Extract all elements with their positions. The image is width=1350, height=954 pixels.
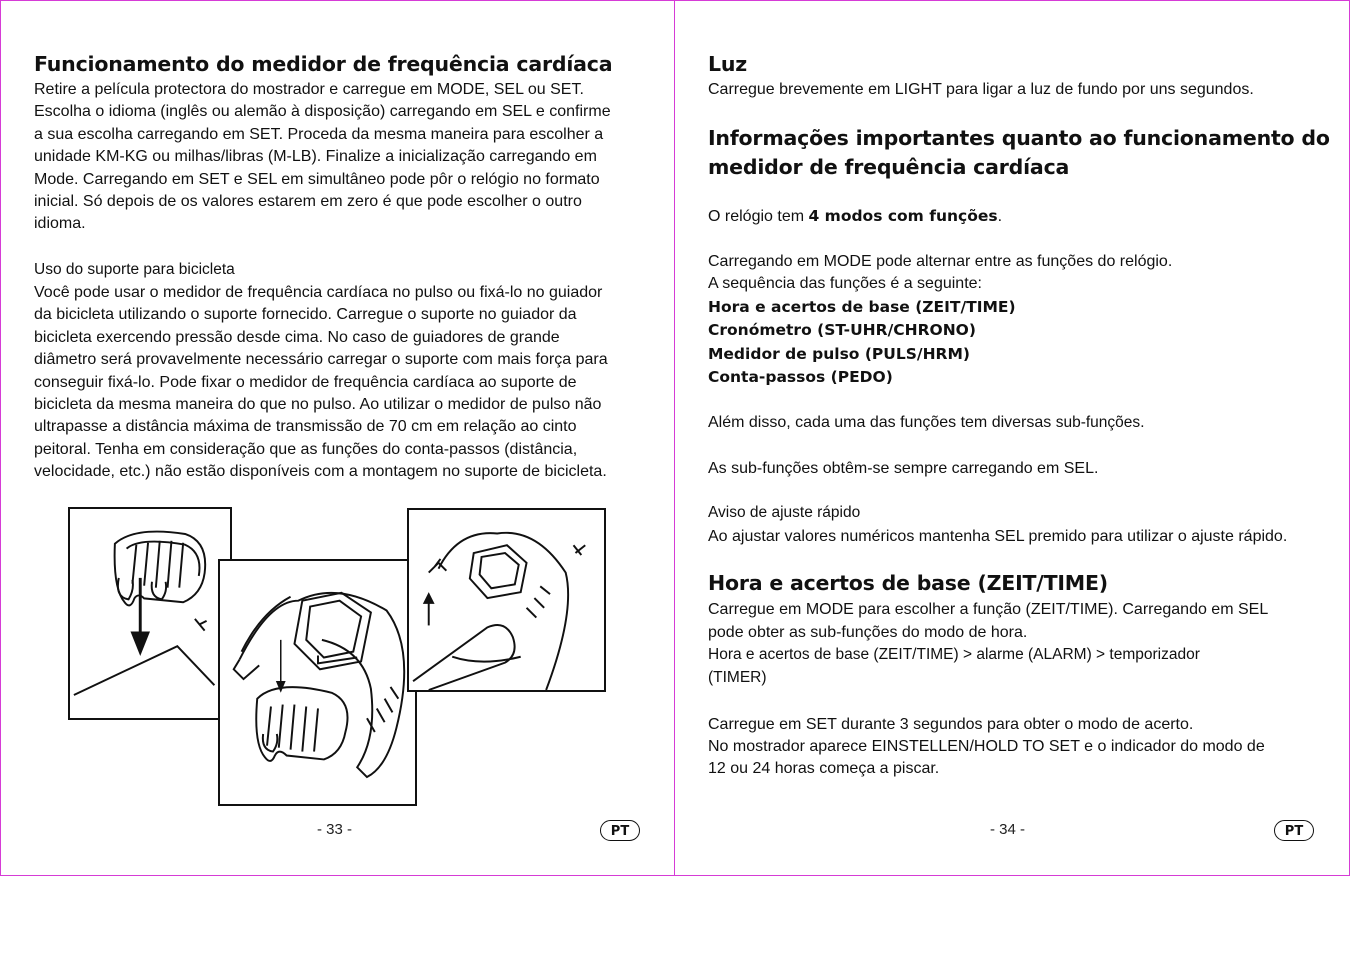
bike-line: peitoral. Tenha em consideração que as funções do conta-passos (distância, bbox=[34, 440, 578, 458]
left-heading: Funcionamento do medidor de frequência cardíaca bbox=[34, 52, 613, 76]
intro-line: inicial. Só depois de os valores estarem em zero é que pode escolher o outro bbox=[34, 193, 582, 211]
time-line2: pode obter as sub-funções do modo de hora. bbox=[708, 624, 1028, 641]
subfunctions-line bbox=[708, 412, 1145, 434]
function-item: Conta-passos (PEDO) bbox=[708, 367, 893, 386]
bike-clip-illustration bbox=[68, 507, 232, 720]
intro-line: Escolha o idioma (inglês ou alemão à disposição) carregando em SEL e confirme bbox=[34, 103, 611, 121]
function-item: Cronómetro (ST-UHR/CHRONO) bbox=[708, 321, 976, 340]
sub-emph: sub-funções bbox=[1055, 414, 1141, 431]
mode-switch-line2: A sequência das funções é a seguinte: bbox=[708, 275, 982, 292]
bike-line: conseguir fixá-lo. Pode fixar o medidor de frequência cardíaca ao suporte de bbox=[34, 373, 577, 391]
intro-line: idioma. bbox=[34, 215, 86, 233]
intro-line: Retire a película protectora do mostrador e carregue em MODE, SEL ou SET. bbox=[34, 81, 584, 98]
language-badge-left: PT bbox=[600, 820, 640, 841]
bike-line: Você pode usar o medidor de frequência cardíaca no pulso ou fixá-lo no guiador bbox=[34, 284, 603, 301]
info-heading-line2: medidor de frequência cardíaca bbox=[708, 155, 1070, 179]
quick-heading: Aviso de ajuste rápido bbox=[708, 504, 861, 521]
bike-line: bicicleta da mesma maneira do que no pulso. Ao utilizar o medidor de pulso não bbox=[34, 396, 602, 414]
bike-line: ultrapasse a distância máxima de transmissão de 70 cm em relação ao cinto bbox=[34, 418, 577, 436]
time-line1: Carregue em MODE para escolher a função (ZEIT/TIME). Carregando em SEL bbox=[708, 601, 1269, 618]
bike-subheading: Uso do suporte para bicicleta bbox=[34, 261, 235, 278]
intro-line: a sua escolha carregando em SET. Proceda da mesma maneira para escolher a bbox=[34, 125, 604, 143]
modes-line bbox=[708, 205, 1002, 228]
light-heading: Luz bbox=[708, 52, 747, 76]
bike-line: diâmetro será provavelmente necessário carregar o suporte com mais força para bbox=[34, 351, 608, 369]
modes-bold: 4 modos com funções bbox=[808, 207, 998, 225]
sub-obtain-line: As sub-funções obtêm-se sempre carregando em SEL. bbox=[708, 460, 1099, 477]
function-item: Medidor de pulso (PULS/HRM) bbox=[708, 344, 970, 363]
time-seq-line2: (TIMER) bbox=[708, 669, 767, 686]
intro-paragraph bbox=[34, 79, 654, 236]
bike-paragraph bbox=[34, 282, 654, 484]
mode-switch-line1: Carregando em MODE pode alternar entre as funções do relógio. bbox=[708, 253, 1173, 270]
intro-line: Mode. Carregando em SET e SEL em simultâneo pode pôr o relógio no formato bbox=[34, 170, 600, 188]
handlebar-drawing bbox=[409, 510, 604, 690]
bike-line: bicicleta exercendo pressão desde cima. No caso de guiadores de grande bbox=[34, 328, 560, 346]
watch-clip-illustration bbox=[218, 559, 417, 806]
clip-drawing bbox=[70, 509, 230, 718]
page-number-34: - 34 - bbox=[990, 821, 1026, 838]
sub-prefix: Além disso, cada uma das funções tem diversas bbox=[708, 414, 1056, 431]
watch-handlebar-illustration bbox=[407, 508, 606, 692]
set-line3: 12 ou 24 horas começa a piscar. bbox=[708, 760, 940, 777]
function-item: Hora e acertos de base (ZEIT/TIME) bbox=[708, 298, 1016, 316]
modes-prefix: O relógio tem bbox=[708, 208, 809, 225]
bike-line: da bicicleta utilizando o suporte fornecido. Carregue o suporte no guiador da bbox=[34, 306, 577, 324]
functions-list bbox=[708, 296, 1016, 389]
set-line2: No mostrador aparece EINSTELLEN/HOLD TO SET e o indicador do modo de bbox=[708, 738, 1265, 755]
sub-suffix: . bbox=[1140, 414, 1145, 431]
light-text: Carregue brevemente em LIGHT para ligar a luz de fundo por uns segundos. bbox=[708, 81, 1254, 98]
modes-suffix: . bbox=[997, 208, 1003, 225]
quick-text: Ao ajustar valores numéricos mantenha SEL premido para utilizar o ajuste rápido. bbox=[708, 528, 1288, 545]
language-badge-right: PT bbox=[1274, 820, 1314, 841]
intro-line: unidade KM-KG ou milhas/libras (M-LB). Finalize a inicialização carregando em bbox=[34, 148, 597, 166]
time-heading: Hora e acertos de base (ZEIT/TIME) bbox=[708, 571, 1108, 595]
watch-drawing bbox=[220, 561, 415, 804]
time-seq-line1: Hora e acertos de base (ZEIT/TIME) > alarme (ALARM) > temporizador bbox=[708, 646, 1200, 663]
page-number-33: - 33 - bbox=[317, 821, 353, 838]
set-line1: Carregue em SET durante 3 segundos para obter o modo de acerto. bbox=[708, 716, 1194, 733]
bike-line: velocidade, etc.) não estão disponíveis com a montagem no suporte de bicicleta. bbox=[34, 463, 607, 481]
info-heading-line1: Informações importantes quanto ao funcionamento do bbox=[708, 126, 1330, 150]
